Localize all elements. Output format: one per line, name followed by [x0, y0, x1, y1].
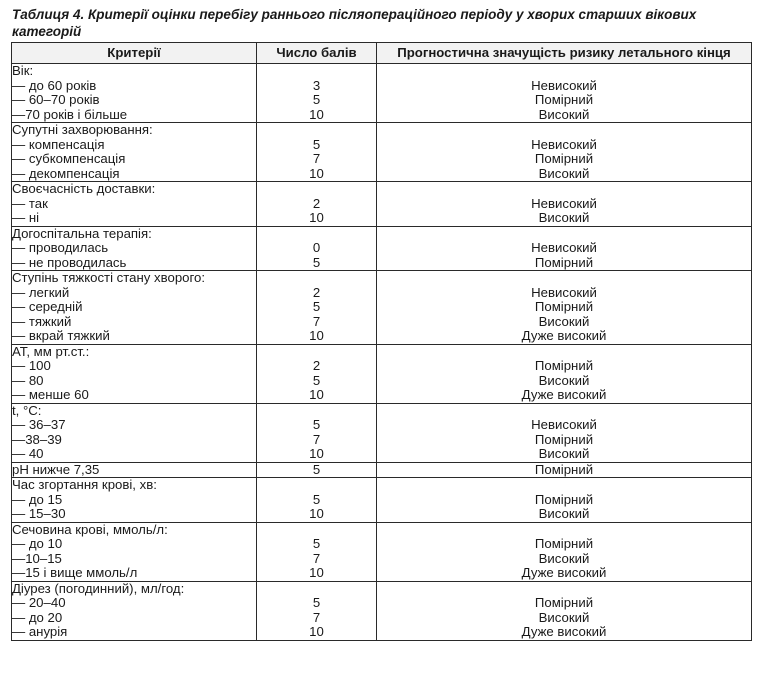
criterion-risk: Дуже високий [521, 387, 607, 402]
criterion-option: — проводилась [12, 240, 109, 255]
criterion-option: — компенсація [12, 136, 105, 152]
criterion-risk: Помірний [534, 595, 594, 610]
criterion-title: Сечовина крові, ммоль/л: [12, 521, 168, 537]
score-cell [257, 226, 377, 271]
criterion-option: — легкий [12, 284, 70, 300]
criterion-risk: Помірний [534, 299, 594, 314]
score-cell [257, 462, 377, 478]
score-cell [257, 522, 377, 581]
criteria-cell [12, 271, 257, 345]
criterion-risk: Високий [538, 609, 590, 625]
criteria-cell [12, 403, 257, 462]
criterion-risk: Невисокий [531, 284, 597, 300]
criteria-cell [12, 182, 257, 227]
criterion-score: 2 [312, 195, 321, 211]
table-row [12, 226, 752, 271]
criterion-risk: Помірний [534, 358, 594, 373]
risk-cell [377, 522, 752, 581]
risk-cell [377, 271, 752, 345]
criterion-risk: Невисокий [531, 240, 597, 255]
header-criteria: Критерії [12, 43, 257, 64]
criterion-option: — анурія [12, 624, 68, 639]
criterion-option: — до 20 [12, 609, 63, 625]
score-cell [257, 123, 377, 182]
criterion-score: 7 [312, 550, 321, 566]
criterion-option: — 80 [12, 372, 44, 388]
risk-cell [377, 462, 752, 478]
criterion-risk: Помірний [534, 151, 594, 166]
criterion-risk: Помірний [534, 491, 594, 507]
criterion-option: — до 15 [12, 491, 63, 507]
criterion-risk: Невисокий [531, 136, 597, 152]
criterion-risk: Високий [538, 506, 590, 521]
risk-cell [377, 226, 752, 271]
criteria-cell [12, 478, 257, 523]
criterion-risk: Високий [538, 372, 590, 388]
risk-cell [377, 64, 752, 123]
criterion-score: 5 [312, 92, 321, 107]
criterion-title: АТ, мм рт.ст.: [12, 343, 90, 359]
criterion-risk: Помірний [534, 536, 594, 551]
risk-cell [377, 123, 752, 182]
score-cell [257, 344, 377, 403]
criterion-score: 5 [312, 491, 321, 507]
criterion-score: 7 [312, 431, 321, 447]
criterion-score: 5 [312, 595, 321, 610]
criterion-title: рН нижче 7,35 [12, 461, 100, 477]
criterion-score: 10 [309, 328, 324, 343]
criterion-score: 10 [309, 565, 324, 580]
criterion-option: —70 років і більше [12, 106, 128, 122]
table-body [12, 64, 752, 641]
criterion-option: — менше 60 [12, 387, 89, 402]
criterion-option: — 20–40 [12, 595, 66, 610]
criterion-score: 10 [309, 506, 324, 521]
criterion-option: —38–39 [12, 431, 62, 447]
risk-cell [377, 182, 752, 227]
criterion-score: 10 [309, 210, 324, 225]
criterion-risk: Високий [538, 165, 590, 181]
criterion-score: 5 [312, 372, 321, 388]
criterion-score: 5 [312, 536, 321, 551]
criterion-score: 10 [309, 165, 324, 181]
criterion-risk: Помірний [534, 92, 594, 107]
criterion-score: 5 [312, 136, 321, 152]
criterion-risk: Високий [538, 106, 590, 122]
criterion-title: Час згортання крові, хв: [12, 477, 157, 492]
score-cell [257, 403, 377, 462]
criterion-option: — 60–70 років [12, 92, 100, 107]
criterion-score: 5 [312, 299, 321, 314]
criterion-risk: Помірний [534, 461, 594, 477]
criterion-risk: Високий [538, 210, 590, 225]
score-cell [257, 64, 377, 123]
criterion-score: 10 [309, 106, 324, 122]
criterion-title: Вік: [12, 63, 34, 78]
risk-cell [377, 403, 752, 462]
table-row [12, 581, 752, 640]
score-cell [257, 581, 377, 640]
header-risk: Прогностична значущість ризику летального кінця [377, 43, 752, 64]
criterion-score: 5 [312, 461, 321, 477]
criterion-score: 10 [309, 387, 324, 402]
criterion-score: 7 [312, 151, 321, 166]
table-row [12, 462, 752, 478]
criterion-score: 3 [312, 77, 321, 93]
criterion-option: —10–15 [12, 550, 62, 566]
criterion-title: Діурез (погодинний), мл/год: [12, 580, 185, 596]
criterion-option: — субкомпенсація [12, 151, 126, 166]
risk-cell [377, 581, 752, 640]
table-row [12, 271, 752, 345]
criterion-option: — 40 [12, 446, 44, 461]
criteria-table [11, 42, 752, 641]
score-cell [257, 271, 377, 345]
criterion-score: 5 [312, 254, 321, 270]
criteria-cell [12, 64, 257, 123]
criterion-option: — 15–30 [12, 506, 66, 521]
criterion-option: — 100 [12, 358, 51, 373]
criterion-risk: Високий [538, 446, 590, 461]
header-score: Число балів [257, 43, 377, 64]
criterion-option: —15 і вище ммоль/л [12, 565, 138, 580]
criterion-score: 10 [309, 624, 324, 639]
criterion-risk: Дуже високий [521, 624, 607, 639]
table-row [12, 344, 752, 403]
criterion-title: Своєчасність доставки: [12, 181, 156, 196]
criterion-option: — так [12, 195, 48, 211]
score-cell [257, 182, 377, 227]
table-row [12, 123, 752, 182]
criterion-risk: Високий [538, 550, 590, 566]
criteria-cell [12, 581, 257, 640]
criterion-score: 7 [312, 609, 321, 625]
criteria-cell [12, 226, 257, 271]
criterion-option: — ні [12, 210, 40, 225]
criterion-option: — 36–37 [12, 417, 66, 432]
criterion-score: 10 [309, 446, 324, 461]
criteria-cell [12, 462, 257, 478]
criterion-risk: Дуже високий [521, 328, 607, 343]
criteria-cell [12, 123, 257, 182]
criterion-risk: Помірний [534, 254, 594, 270]
criterion-score: 0 [312, 240, 321, 255]
criterion-risk: Невисокий [531, 77, 597, 93]
score-cell [257, 478, 377, 523]
criterion-title: Догоспітальна терапія: [12, 225, 152, 241]
risk-cell [377, 344, 752, 403]
table-row [12, 522, 752, 581]
criterion-option: — вкрай тяжкий [12, 328, 110, 343]
criterion-score: 7 [312, 313, 321, 329]
criterion-risk: Невисокий [531, 195, 597, 211]
criteria-cell [12, 344, 257, 403]
criterion-title: Ступінь тяжкості стану хворого: [12, 270, 206, 285]
criteria-cell [12, 522, 257, 581]
table-row [12, 182, 752, 227]
criterion-option: — до 60 років [12, 77, 97, 93]
criterion-option: — середній [12, 299, 83, 314]
criterion-title: t, °С: [12, 402, 42, 418]
table-row [12, 403, 752, 462]
criterion-option: — до 10 [12, 536, 63, 551]
criterion-score: 5 [312, 417, 321, 432]
table-row [12, 478, 752, 523]
criterion-score: 2 [312, 358, 321, 373]
criterion-risk: Невисокий [531, 417, 597, 432]
criterion-score: 2 [312, 284, 321, 300]
criterion-option: — не проводилась [12, 254, 127, 270]
criterion-option: — декомпенсація [12, 165, 120, 181]
criterion-risk: Помірний [534, 431, 594, 447]
criterion-option: — тяжкий [12, 313, 72, 329]
criterion-title: Супутні захворювання: [12, 122, 153, 137]
criterion-risk: Дуже високий [521, 565, 607, 580]
table-row [12, 64, 752, 123]
table-caption: Таблиця 4. Критерії оцінки перебігу раннього післяопераційного періоду у хворих старших вікових категорій [12, 7, 697, 39]
criterion-risk: Високий [538, 313, 590, 329]
risk-cell [377, 478, 752, 523]
table-header-row [12, 43, 752, 64]
